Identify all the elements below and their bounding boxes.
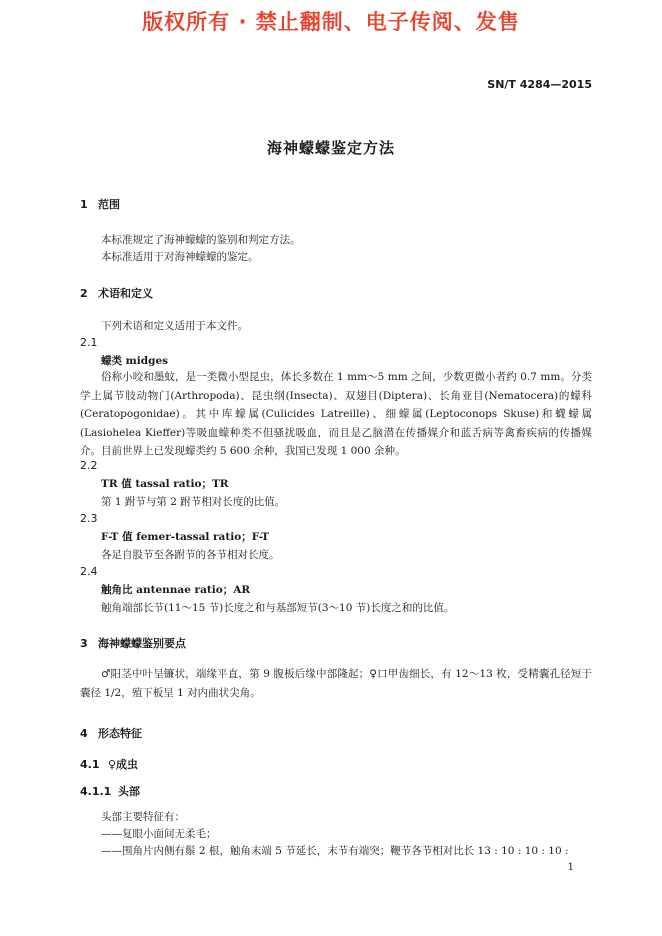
term-heading: TR 值 tassal ratio；TR [101,478,229,490]
section-title: 海神蠓蠓鉴别要点 [98,637,186,650]
list-item: ——复眼小面间无柔毛； [101,828,217,840]
clause-number: 2.2 [80,459,98,472]
section-number: 3 [80,637,88,650]
section-number: 4.1 [80,758,100,771]
paragraph: 本标准规定了海神蠓蠓的鉴别和判定方法。 [101,234,301,246]
section-4-heading [80,725,142,741]
subsection-heading [80,783,140,799]
paragraph: 本标准适用于对海神蠓蠓的鉴定。 [101,251,259,263]
section-title: 术语和定义 [98,287,153,300]
paragraph: 下列术语和定义适用于本文件。 [101,320,248,332]
term-definition: 俗称小咬和墨蚊，是一类微小型昆虫，体长多数在 1 mm～5 mm 之间，少数更微小者约 0.7 mm。分类学上属节肢动物门(Arthropoda)、昆虫纲(Insecta)、双翅目(Diptera)、长角亚目(Nematocera)的蠓科(Ceratopogonidae)。其中库蠓属(Culicides Latreille)、细蠓属(Leptoconops Skuse)和蠛蠓属(Lasiohelea Kieffer)等吸血蠓种类不但骚扰吸血，而且是乙脑潜在传播媒介和蓝舌病等禽畜疾病的传播媒介。目前世界上已发现蠓类约 5 600 余种，我国已发现 1 000 余种。 [80,371,592,457]
term-definition: 各足自股节至各跗节的各节相对长度。 [101,549,280,561]
section-2-heading [80,285,153,301]
clause-number: 2.1 [80,336,98,349]
clause-number: 2.4 [80,565,98,578]
section-title: 头部 [118,785,140,798]
section-1-heading [80,196,120,212]
section-title: 形态特征 [98,727,142,740]
term-heading: 触角比 antennae ratio；AR [101,584,251,596]
section-number: 4 [80,727,88,740]
copyright-watermark: 版权所有 · 禁止翻制、电子传阅、发售 [142,10,520,34]
page-number: 1 [567,862,574,873]
paragraph: 头部主要特征有： [101,811,185,823]
clause-number: 2.3 [80,512,98,525]
paragraph: ♂阳茎中叶呈镰状，端缘平直，第 9 腹板后缘中部隆起；♀口甲齿细长，有 12～13 枚，受精囊孔径短于囊径 1/2，殖下板呈 1 对内曲状尖角。 [80,668,592,699]
standard-number: SN/T 4284—2015 [487,78,592,91]
section-title: ♀成虫 [108,758,139,771]
term-heading: 蠓类 midges [101,355,169,367]
document-title: 海神蠓蠓鉴定方法 [266,139,395,157]
section-title: 范围 [98,198,120,211]
term-definition: 第 1 跗节与第 2 跗节相对长度的比值。 [101,496,286,508]
subsection-heading [80,756,138,772]
list-item: ——围角片内侧有鬃 2 根，触角末端 5 节延长，末节有端突；鞭节各节相对比长 13 : 10 : 10 : 10 : [101,845,569,857]
section-number: 4.1.1 [80,785,112,798]
term-heading: F-T 值 femer-tassal ratio；F-T [101,531,270,543]
section-3-heading [80,635,186,651]
section-number: 1 [80,198,88,211]
section-number: 2 [80,287,88,300]
term-definition: 触角端部长节(11～15 节)长度之和与基部短节(3～10 节)长度之和的比值。 [101,602,455,614]
